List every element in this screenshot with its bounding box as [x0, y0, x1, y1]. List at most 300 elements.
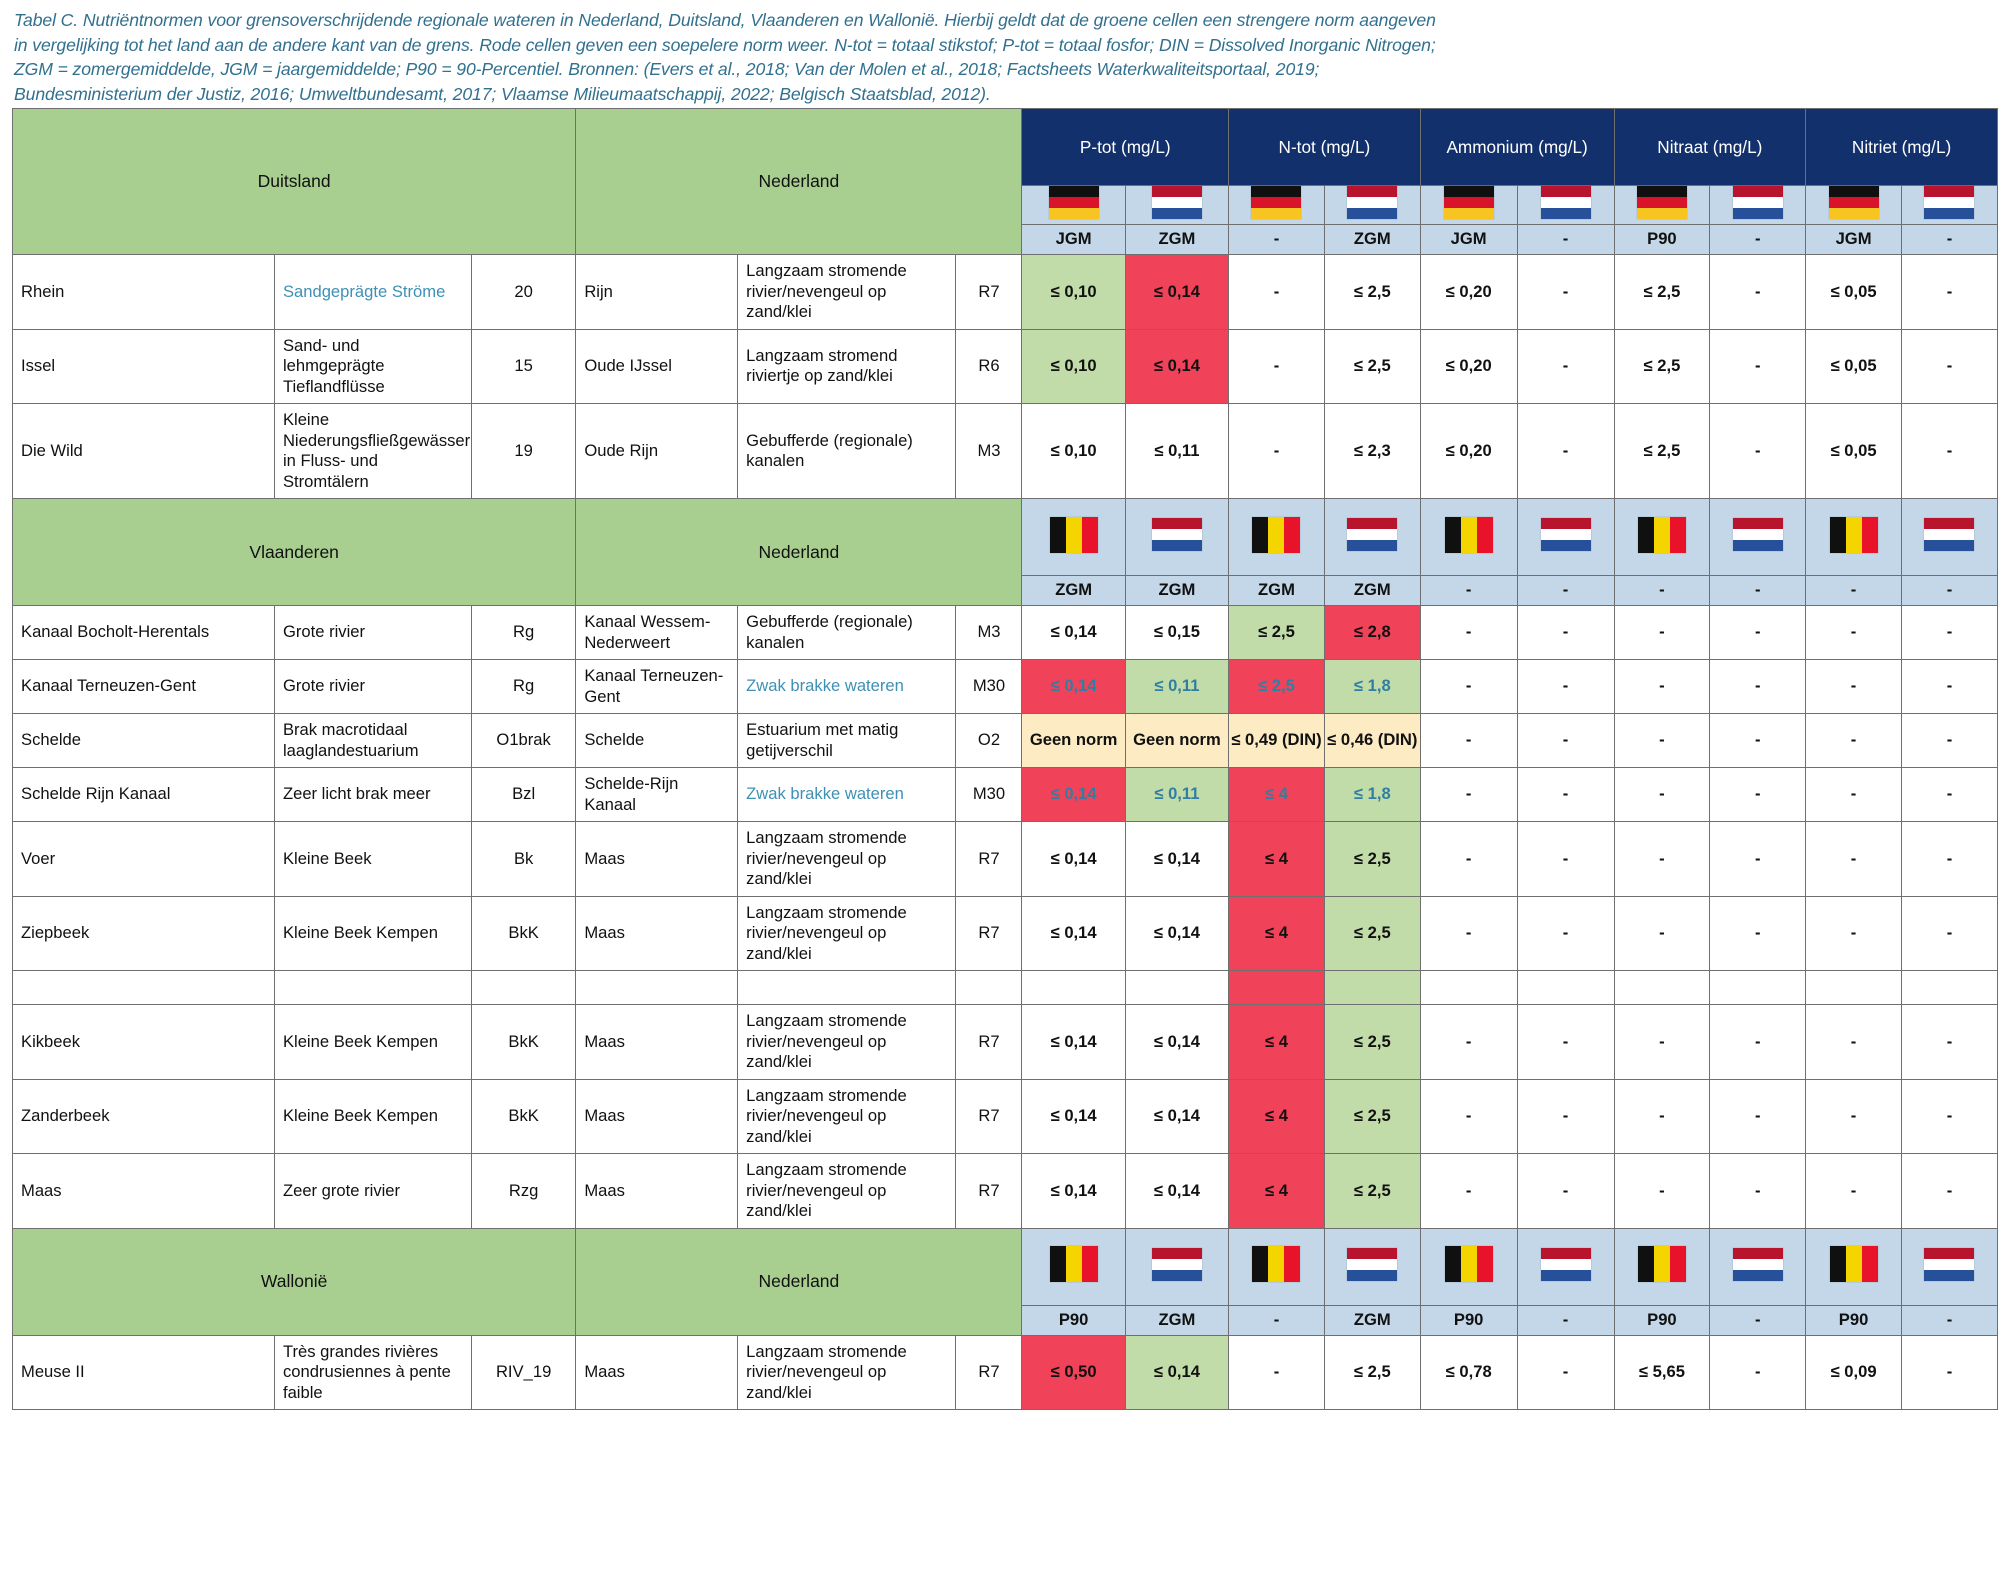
foreign-water-code: Bzl — [471, 768, 575, 822]
norm-value-cell: ≤ 0,10 — [1022, 329, 1125, 404]
norm-value-cell: - — [1614, 1154, 1710, 1229]
foreign-water-type: Zeer licht brak meer — [274, 768, 471, 822]
norm-value-cell: - — [1229, 329, 1325, 404]
norm-value-cell: - — [1710, 768, 1806, 822]
dutch-flag-icon — [1924, 186, 1974, 219]
norm-value-cell: - — [1420, 896, 1517, 971]
norm-value-cell — [1229, 971, 1325, 1005]
foreign-water-code: Rg — [471, 606, 575, 660]
foreign-water-type: Kleine Beek Kempen — [274, 896, 471, 971]
norm-value-cell: - — [1229, 255, 1325, 330]
foreign-water-type: Kleine Niederungsfließgewässer in Fluss- und Stromtälern — [274, 404, 471, 499]
norm-value-cell — [1420, 971, 1517, 1005]
foreign-water-code: BkK — [471, 896, 575, 971]
norm-value-cell: ≤ 0,10 — [1022, 404, 1125, 499]
norm-value-cell: ≤ 4 — [1229, 822, 1325, 897]
norm-value-cell: ≤ 2,8 — [1324, 606, 1420, 660]
norm-value-cell: - — [1901, 1005, 1997, 1080]
flag-cell-1 — [1125, 186, 1228, 225]
norm-value-cell: - — [1806, 1154, 1902, 1229]
dutch-water-name: Schelde-Rijn Kanaal — [576, 768, 738, 822]
belgian-flag-icon — [1830, 1246, 1878, 1282]
belgian-flag-icon — [1050, 1246, 1098, 1282]
norm-value-cell: - — [1710, 606, 1806, 660]
section-right-country: Nederland — [576, 499, 1022, 606]
stat-label-8: - — [1806, 576, 1902, 606]
table-row — [13, 660, 1998, 714]
flag-cell-2 — [1229, 1228, 1325, 1305]
norm-value-cell: - — [1614, 714, 1710, 768]
norm-value-cell: ≤ 0,14 — [1125, 1079, 1228, 1154]
dutch-water-code: M30 — [956, 660, 1022, 714]
dutch-water-type: Estuarium met matig getijverschil — [738, 714, 956, 768]
flag-cell-9 — [1901, 499, 1997, 576]
stat-label-1: ZGM — [1125, 1305, 1228, 1335]
belgian-flag-icon — [1050, 517, 1098, 553]
norm-value-cell: - — [1517, 255, 1614, 330]
norm-value-cell: ≤ 0,14 — [1022, 606, 1125, 660]
foreign-water-code: RIV_19 — [471, 1335, 575, 1410]
table-row — [13, 971, 1998, 1005]
foreign-water-type: Kleine Beek — [274, 822, 471, 897]
norm-value-cell: ≤ 2,5 — [1324, 1335, 1420, 1410]
stat-label-0: P90 — [1022, 1305, 1125, 1335]
norm-value-cell: ≤ 0,14 — [1125, 329, 1228, 404]
flag-cell-3 — [1324, 499, 1420, 576]
norm-value-cell: - — [1517, 1079, 1614, 1154]
flag-cell-5 — [1517, 499, 1614, 576]
section-header-row — [13, 1228, 1998, 1305]
flag-cell-1 — [1125, 499, 1228, 576]
stat-label-0: JGM — [1022, 225, 1125, 255]
norm-value-cell: - — [1420, 714, 1517, 768]
foreign-water-type: Très grandes rivières condrusiennes à pente faible — [274, 1335, 471, 1410]
dutch-water-name: Maas — [576, 1335, 738, 1410]
flag-cell-5 — [1517, 186, 1614, 225]
norm-value-cell: - — [1901, 896, 1997, 971]
flag-cell-0 — [1022, 1228, 1125, 1305]
stat-label-0: ZGM — [1022, 576, 1125, 606]
dutch-water-type: Langzaam stromend riviertje op zand/klei — [738, 329, 956, 404]
flag-cell-2 — [1229, 186, 1325, 225]
belgian-flag-icon — [1830, 517, 1878, 553]
norm-value-cell: - — [1614, 896, 1710, 971]
norm-value-cell: - — [1420, 822, 1517, 897]
norm-value-cell: - — [1614, 768, 1710, 822]
stat-label-1: ZGM — [1125, 225, 1228, 255]
dutch-flag-icon — [1733, 518, 1783, 551]
table-row — [13, 1005, 1998, 1080]
section-right-country: Nederland — [576, 109, 1022, 255]
foreign-water-type: Grote rivier — [274, 660, 471, 714]
flag-cell-6 — [1614, 499, 1710, 576]
section-left-country: Vlaanderen — [13, 499, 576, 606]
section-left-country: Duitsland — [13, 109, 576, 255]
norm-value-cell: Geen norm — [1125, 714, 1228, 768]
german-flag-icon — [1829, 186, 1879, 219]
norm-value-cell: - — [1517, 606, 1614, 660]
flag-cell-9 — [1901, 186, 1997, 225]
table-row — [13, 255, 1998, 330]
stat-label-3: ZGM — [1324, 225, 1420, 255]
norm-value-cell: - — [1806, 896, 1902, 971]
dutch-flag-icon — [1152, 186, 1202, 219]
param-header-3: Nitraat (mg/L) — [1614, 109, 1806, 186]
table-row — [13, 1335, 1998, 1410]
dutch-flag-icon — [1152, 518, 1202, 551]
dutch-water-type: Langzaam stromende rivier/nevengeul op zand/klei — [738, 822, 956, 897]
norm-value-cell: ≤ 1,8 — [1324, 768, 1420, 822]
dutch-water-name: Maas — [576, 1154, 738, 1229]
foreign-water-name: Kikbeek — [13, 1005, 275, 1080]
norm-value-cell: - — [1710, 714, 1806, 768]
foreign-water-code: BkK — [471, 1079, 575, 1154]
norm-value-cell: - — [1710, 896, 1806, 971]
norm-value-cell: ≤ 0,15 — [1125, 606, 1228, 660]
foreign-water-name: Kanaal Terneuzen-Gent — [13, 660, 275, 714]
foreign-water-type: Grote rivier — [274, 606, 471, 660]
dutch-water-name: Schelde — [576, 714, 738, 768]
dutch-flag-icon — [1541, 518, 1591, 551]
norm-value-cell: ≤ 2,5 — [1229, 606, 1325, 660]
stat-label-7: - — [1710, 1305, 1806, 1335]
norm-value-cell: ≤ 0,14 — [1022, 660, 1125, 714]
norm-value-cell: ≤ 0,14 — [1125, 255, 1228, 330]
caption-line-3: ZGM = zomergemiddelde, JGM = jaargemiddelde; P90 = 90-Percentiel. Bronnen: (Evers et al., 2018; Van der Molen et al., 2018; Factsheets Waterkwaliteitsportaal, 2019; — [14, 59, 1320, 79]
norm-value-cell: - — [1806, 606, 1902, 660]
german-flag-icon — [1049, 186, 1099, 219]
dutch-water-type: Zwak brakke wateren — [738, 768, 956, 822]
norm-value-cell: - — [1901, 404, 1997, 499]
belgian-flag-icon — [1445, 1246, 1493, 1282]
flag-cell-3 — [1324, 1228, 1420, 1305]
dutch-flag-icon — [1152, 1248, 1202, 1281]
norm-value-cell — [1710, 971, 1806, 1005]
dutch-water-code: R7 — [956, 1079, 1022, 1154]
norm-value-cell: ≤ 4 — [1229, 1154, 1325, 1229]
caption-line-2: in vergelijking tot het land aan de andere kant van de grens. Rode cellen geven een soepelere norm weer. N-tot = totaal stikstof; P-tot = totaal fosfor; DIN = Dissolved Inorganic Nitrogen; — [14, 34, 1436, 55]
norm-value-cell: - — [1901, 714, 1997, 768]
foreign-water-code: BkK — [471, 1005, 575, 1080]
dutch-flag-icon — [1347, 1248, 1397, 1281]
norm-value-cell: - — [1806, 714, 1902, 768]
foreign-water-name: Voer — [13, 822, 275, 897]
dutch-water-name: Maas — [576, 1079, 738, 1154]
foreign-water-name: Zanderbeek — [13, 1079, 275, 1154]
stat-label-3: ZGM — [1324, 1305, 1420, 1335]
foreign-water-name: Die Wild — [13, 404, 275, 499]
norm-value-cell: ≤ 0,14 — [1022, 1005, 1125, 1080]
foreign-water-name: Maas — [13, 1154, 275, 1229]
dutch-water-type: Zwak brakke wateren — [738, 660, 956, 714]
dutch-flag-icon — [1541, 186, 1591, 219]
stat-label-2: - — [1229, 225, 1325, 255]
dutch-flag-icon — [1924, 1248, 1974, 1281]
stat-label-5: - — [1517, 576, 1614, 606]
norm-value-cell: - — [1517, 822, 1614, 897]
table-row — [13, 1154, 1998, 1229]
foreign-water-name — [13, 971, 275, 1005]
norm-value-cell: - — [1806, 660, 1902, 714]
norm-value-cell: - — [1710, 255, 1806, 330]
norm-value-cell: ≤ 2,5 — [1229, 660, 1325, 714]
foreign-water-name: Meuse II — [13, 1335, 275, 1410]
dutch-water-type: Langzaam stromende rivier/nevengeul op zand/klei — [738, 1335, 956, 1410]
table-row — [13, 896, 1998, 971]
norm-value-cell: ≤ 0,50 — [1022, 1335, 1125, 1410]
norm-value-cell: - — [1806, 1005, 1902, 1080]
norm-value-cell: - — [1420, 1079, 1517, 1154]
section-left-country: Wallonië — [13, 1228, 576, 1335]
belgian-flag-icon — [1445, 517, 1493, 553]
norm-value-cell: ≤ 4 — [1229, 768, 1325, 822]
norm-value-cell: - — [1901, 1335, 1997, 1410]
norm-value-cell: - — [1710, 1005, 1806, 1080]
dutch-water-code: R7 — [956, 822, 1022, 897]
norm-value-cell: - — [1517, 1005, 1614, 1080]
dutch-water-code: R6 — [956, 329, 1022, 404]
foreign-water-code: Rzg — [471, 1154, 575, 1229]
norm-value-cell: - — [1420, 606, 1517, 660]
dutch-water-name: Maas — [576, 896, 738, 971]
stat-label-7: - — [1710, 225, 1806, 255]
foreign-water-code: 15 — [471, 329, 575, 404]
norm-value-cell: ≤ 0,09 — [1806, 1335, 1902, 1410]
norm-value-cell: - — [1710, 404, 1806, 499]
norm-value-cell — [1901, 971, 1997, 1005]
foreign-water-code: Bk — [471, 822, 575, 897]
stat-label-1: ZGM — [1125, 576, 1228, 606]
norm-value-cell: ≤ 0,14 — [1022, 822, 1125, 897]
dutch-water-type: Gebufferde (regionale) kanalen — [738, 404, 956, 499]
dutch-flag-icon — [1924, 518, 1974, 551]
norm-value-cell: - — [1229, 1335, 1325, 1410]
dutch-water-type: Langzaam stromende rivier/nevengeul op zand/klei — [738, 255, 956, 330]
table-row — [13, 714, 1998, 768]
foreign-water-name: Ziepbeek — [13, 896, 275, 971]
norm-value-cell: - — [1806, 1079, 1902, 1154]
foreign-water-type: Brak macrotidaal laaglandestuarium — [274, 714, 471, 768]
norm-value-cell: ≤ 5,65 — [1614, 1335, 1710, 1410]
stat-label-5: - — [1517, 1305, 1614, 1335]
table-row — [13, 1079, 1998, 1154]
norm-value-cell: ≤ 0,14 — [1022, 1079, 1125, 1154]
foreign-water-name: Schelde Rijn Kanaal — [13, 768, 275, 822]
dutch-water-code: R7 — [956, 255, 1022, 330]
norm-value-cell: - — [1901, 329, 1997, 404]
flag-cell-4 — [1420, 499, 1517, 576]
norm-value-cell: ≤ 0,14 — [1022, 896, 1125, 971]
norm-value-cell: ≤ 0,14 — [1022, 768, 1125, 822]
dutch-water-name: Maas — [576, 1005, 738, 1080]
german-flag-icon — [1251, 186, 1301, 219]
norm-value-cell: ≤ 1,8 — [1324, 660, 1420, 714]
dutch-water-code: M3 — [956, 606, 1022, 660]
foreign-water-name: Rhein — [13, 255, 275, 330]
norm-value-cell: - — [1901, 660, 1997, 714]
dutch-water-code: M3 — [956, 404, 1022, 499]
flag-cell-9 — [1901, 1228, 1997, 1305]
norm-value-cell: ≤ 2,5 — [1324, 896, 1420, 971]
stat-label-4: P90 — [1420, 1305, 1517, 1335]
flag-cell-3 — [1324, 186, 1420, 225]
norm-value-cell: - — [1710, 822, 1806, 897]
flag-cell-4 — [1420, 1228, 1517, 1305]
norm-value-cell: ≤ 2,5 — [1614, 404, 1710, 499]
dutch-water-name: Kanaal Wessem-Nederweert — [576, 606, 738, 660]
norm-value-cell: ≤ 0,46 (DIN) — [1324, 714, 1420, 768]
norm-value-cell: - — [1710, 1335, 1806, 1410]
norm-value-cell: - — [1710, 1079, 1806, 1154]
norm-value-cell: Geen norm — [1022, 714, 1125, 768]
stat-label-4: - — [1420, 576, 1517, 606]
dutch-water-code: R7 — [956, 1154, 1022, 1229]
norm-value-cell: - — [1901, 1079, 1997, 1154]
norm-value-cell: ≤ 4 — [1229, 896, 1325, 971]
german-flag-icon — [1444, 186, 1494, 219]
norm-value-cell: - — [1901, 822, 1997, 897]
norm-value-cell: - — [1901, 1154, 1997, 1229]
flag-cell-0 — [1022, 499, 1125, 576]
table-caption — [0, 0, 2008, 108]
norm-value-cell: - — [1614, 606, 1710, 660]
flag-cell-7 — [1710, 186, 1806, 225]
stat-label-6: - — [1614, 576, 1710, 606]
norm-value-cell: ≤ 0,20 — [1420, 255, 1517, 330]
belgian-flag-icon — [1252, 1246, 1300, 1282]
norm-value-cell: - — [1806, 822, 1902, 897]
flag-cell-6 — [1614, 1228, 1710, 1305]
param-header-0: P-tot (mg/L) — [1022, 109, 1229, 186]
dutch-water-code: R7 — [956, 1335, 1022, 1410]
norm-value-cell: ≤ 0,10 — [1022, 255, 1125, 330]
norm-value-cell: ≤ 2,5 — [1324, 1154, 1420, 1229]
norm-value-cell: ≤ 0,49 (DIN) — [1229, 714, 1325, 768]
dutch-water-type: Langzaam stromende rivier/nevengeul op zand/klei — [738, 1154, 956, 1229]
dutch-water-name — [576, 971, 738, 1005]
norm-value-cell: - — [1901, 255, 1997, 330]
dutch-water-code: R7 — [956, 896, 1022, 971]
stat-label-9: - — [1901, 576, 1997, 606]
foreign-water-type — [274, 971, 471, 1005]
flag-cell-8 — [1806, 499, 1902, 576]
stat-label-5: - — [1517, 225, 1614, 255]
section-header-row — [13, 109, 1998, 186]
belgian-flag-icon — [1252, 517, 1300, 553]
dutch-water-type: Langzaam stromende rivier/nevengeul op zand/klei — [738, 1005, 956, 1080]
norm-value-cell: ≤ 0,14 — [1125, 1335, 1228, 1410]
norm-value-cell: ≤ 0,14 — [1125, 1005, 1228, 1080]
dutch-water-type — [738, 971, 956, 1005]
norm-value-cell: - — [1710, 329, 1806, 404]
stat-label-8: JGM — [1806, 225, 1902, 255]
stat-label-4: JGM — [1420, 225, 1517, 255]
caption-line-1: Tabel C. Nutriëntnormen voor grensoverschrijdende regionale wateren in Nederland, Duitsland, Vlaanderen en Wallonië. Hierbij geldt dat de groene cellen een strengere norm aangeven — [14, 10, 1436, 30]
stat-label-9: - — [1901, 1305, 1997, 1335]
norm-value-cell: ≤ 0,11 — [1125, 768, 1228, 822]
flag-cell-4 — [1420, 186, 1517, 225]
flag-cell-6 — [1614, 186, 1710, 225]
norm-value-cell: - — [1517, 896, 1614, 971]
table-row — [13, 404, 1998, 499]
norm-value-cell — [1022, 971, 1125, 1005]
stat-label-3: ZGM — [1324, 576, 1420, 606]
norm-value-cell: ≤ 0,14 — [1125, 896, 1228, 971]
norm-value-cell: - — [1420, 1154, 1517, 1229]
foreign-water-type: Kleine Beek Kempen — [274, 1005, 471, 1080]
dutch-water-name: Oude IJssel — [576, 329, 738, 404]
flag-cell-7 — [1710, 1228, 1806, 1305]
caption-line-4: Bundesministerium der Justiz, 2016; Umweltbundesamt, 2017; Vlaamse Milieumaatschappij, 2022; Belgisch Staatsblad, 2012). — [14, 83, 991, 104]
norm-value-cell: - — [1517, 768, 1614, 822]
foreign-water-code: O1brak — [471, 714, 575, 768]
norm-value-cell: ≤ 0,20 — [1420, 404, 1517, 499]
foreign-water-name: Issel — [13, 329, 275, 404]
norm-value-cell: - — [1710, 660, 1806, 714]
norm-value-cell: ≤ 4 — [1229, 1079, 1325, 1154]
dutch-flag-icon — [1733, 1248, 1783, 1281]
norm-value-cell — [1125, 971, 1228, 1005]
param-header-2: Ammonium (mg/L) — [1420, 109, 1614, 186]
norm-value-cell: - — [1614, 1079, 1710, 1154]
flag-cell-8 — [1806, 1228, 1902, 1305]
norm-value-cell: ≤ 0,11 — [1125, 660, 1228, 714]
stat-label-9: - — [1901, 225, 1997, 255]
dutch-flag-icon — [1347, 518, 1397, 551]
norm-value-cell: ≤ 2,5 — [1324, 1079, 1420, 1154]
belgian-flag-icon — [1638, 1246, 1686, 1282]
norm-value-cell: ≤ 2,5 — [1324, 1005, 1420, 1080]
norm-value-cell: ≤ 0,14 — [1125, 822, 1228, 897]
foreign-water-name: Schelde — [13, 714, 275, 768]
dutch-water-type: Langzaam stromende rivier/nevengeul op zand/klei — [738, 896, 956, 971]
dutch-water-code: M30 — [956, 768, 1022, 822]
stat-label-6: P90 — [1614, 225, 1710, 255]
foreign-water-code: 20 — [471, 255, 575, 330]
dutch-flag-icon — [1541, 1248, 1591, 1281]
flag-cell-2 — [1229, 499, 1325, 576]
section-right-country: Nederland — [576, 1228, 1022, 1335]
norm-value-cell: - — [1420, 768, 1517, 822]
flag-cell-1 — [1125, 1228, 1228, 1305]
table-row — [13, 822, 1998, 897]
norm-value-cell: - — [1901, 768, 1997, 822]
norm-value-cell: ≤ 0,05 — [1806, 404, 1902, 499]
table-row — [13, 606, 1998, 660]
foreign-water-type: Kleine Beek Kempen — [274, 1079, 471, 1154]
section-header-row — [13, 499, 1998, 576]
foreign-water-type: Sandgeprägte Ströme — [274, 255, 471, 330]
stat-label-7: - — [1710, 576, 1806, 606]
norm-value-cell: ≤ 0,78 — [1420, 1335, 1517, 1410]
norm-value-cell — [1806, 971, 1902, 1005]
norm-value-cell: - — [1806, 768, 1902, 822]
foreign-water-code: Rg — [471, 660, 575, 714]
table-row — [13, 329, 1998, 404]
german-flag-icon — [1637, 186, 1687, 219]
stat-label-2: - — [1229, 1305, 1325, 1335]
dutch-water-code: O2 — [956, 714, 1022, 768]
norm-value-cell: ≤ 2,5 — [1614, 329, 1710, 404]
belgian-flag-icon — [1638, 517, 1686, 553]
dutch-water-code — [956, 971, 1022, 1005]
norm-value-cell: - — [1517, 1154, 1614, 1229]
norm-value-cell: - — [1710, 1154, 1806, 1229]
norm-value-cell — [1324, 971, 1420, 1005]
dutch-water-type: Gebufferde (regionale) kanalen — [738, 606, 956, 660]
norm-value-cell — [1614, 971, 1710, 1005]
flag-cell-8 — [1806, 186, 1902, 225]
